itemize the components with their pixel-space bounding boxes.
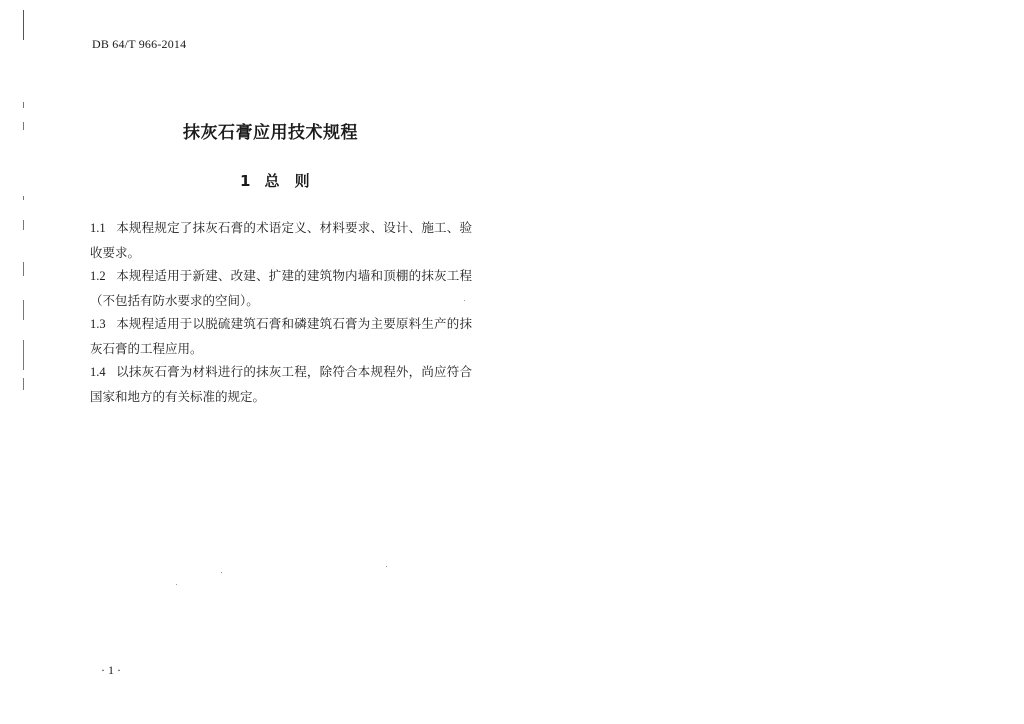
clause-text: 以抹灰石膏为材料进行的抹灰工程，除符合本规程外，尚应符合国家和地方的有关标准的规定。 [90, 364, 472, 404]
standard-code: DB 64/T 966-2014 [92, 37, 187, 51]
chapter-title: 总 则 [264, 172, 310, 190]
clause-number: 1.4 [90, 365, 106, 379]
clause-1-1 [90, 216, 472, 264]
clause-text: 本规程适用于新建、改建、扩建的建筑物内墙和顶棚的抹灰工程（不包括有防水要求的空间）。 [90, 268, 472, 308]
clause-number: 1.3 [90, 317, 106, 331]
clause-number: 1.1 [90, 221, 106, 235]
scan-edge-mark [23, 10, 24, 40]
clause-1-2 [90, 264, 472, 312]
scan-edge-mark [23, 300, 24, 320]
scan-edge-mark [23, 220, 24, 230]
chapter-number: 1 [240, 172, 251, 190]
scan-edge-mark [23, 340, 24, 370]
scan-edge-mark [23, 378, 24, 390]
scan-edge-mark [23, 196, 24, 200]
clause-text: 本规程适用于以脱硫建筑石膏和磷建筑石膏为主要原料生产的抹灰石膏的工程应用。 [90, 316, 472, 356]
scan-speck [176, 584, 177, 585]
scan-speck [221, 572, 222, 573]
scan-speck [464, 300, 465, 301]
page-number: · 1 · [101, 663, 121, 677]
scan-speck [386, 566, 387, 567]
clause-1-3 [90, 312, 472, 360]
clause-number: 1.2 [90, 269, 106, 283]
document-title: 抹灰石膏应用技术规程 [183, 123, 358, 143]
clause-list [90, 216, 472, 408]
scan-edge-mark [23, 262, 24, 276]
chapter-heading [240, 170, 324, 191]
clause-text: 本规程规定了抹灰石膏的术语定义、材料要求、设计、施工、验收要求。 [90, 220, 472, 260]
scan-edge-mark [23, 102, 24, 108]
clause-1-4 [90, 360, 472, 408]
scan-edge-mark [23, 122, 24, 130]
